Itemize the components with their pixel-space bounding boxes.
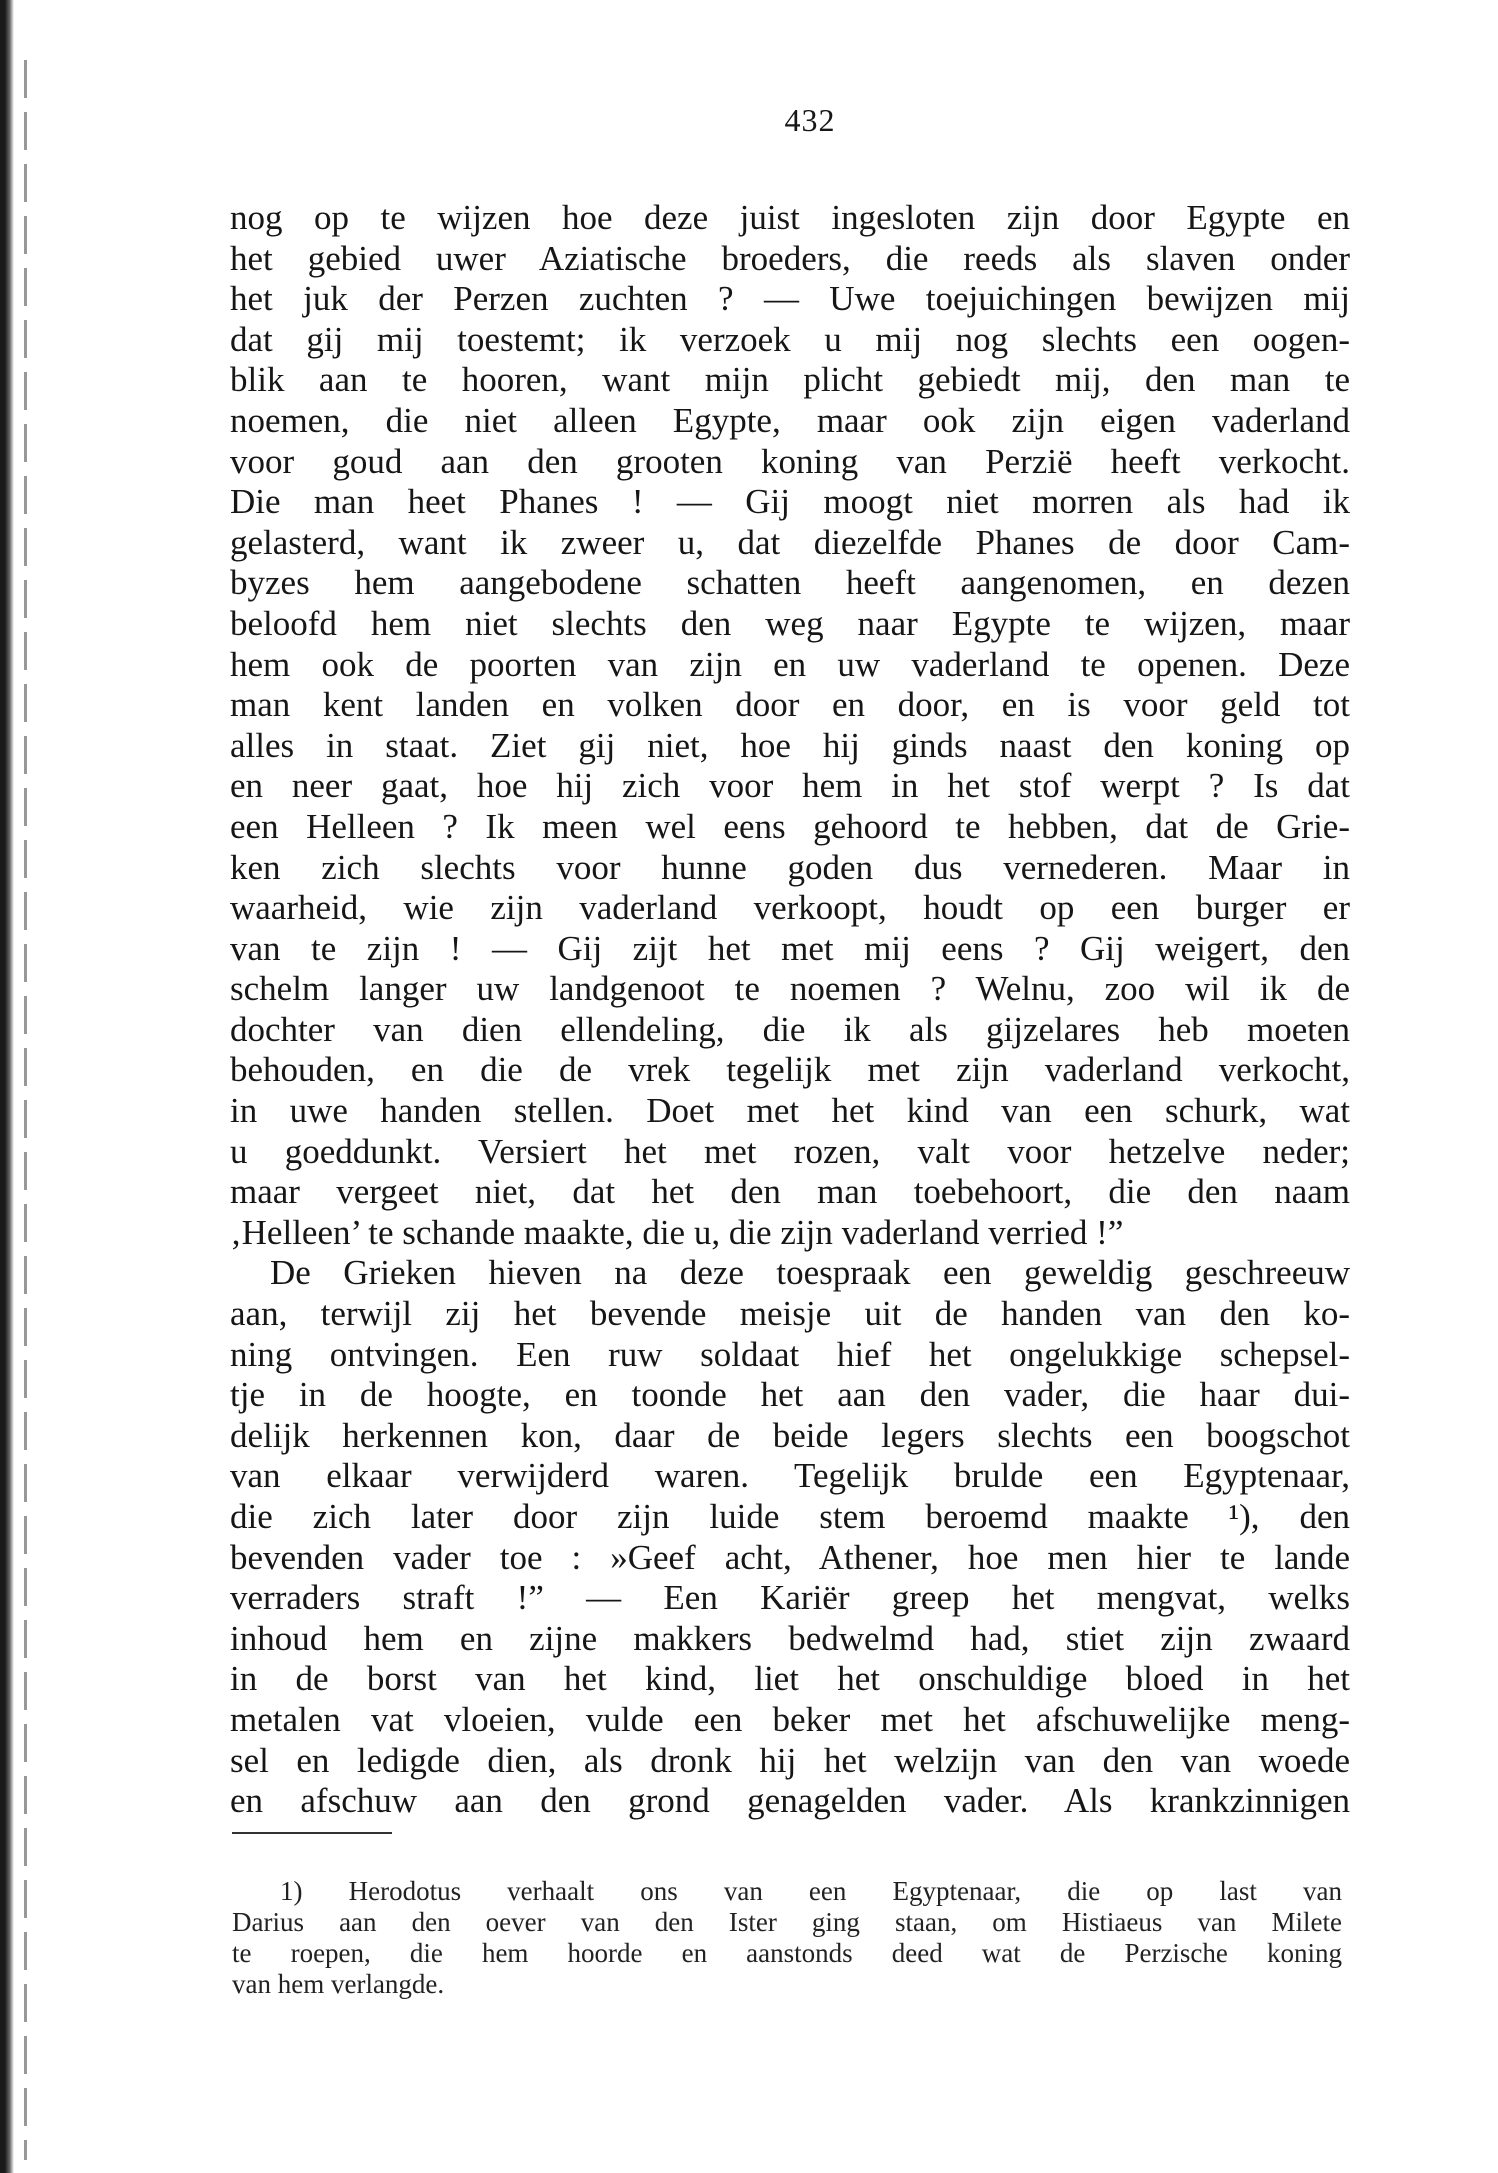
text-line: noemen, die niet alleen Egypte, maar ook zijn eigen vaderland — [230, 400, 1350, 440]
text-line: ken zich slechts voor hunne goden dus vernederen. Maar in — [230, 847, 1350, 887]
binding-edge-shadow — [24, 60, 27, 2160]
text-line: ning ontvingen. Een ruw soldaat hief het ongelukkige schepsel- — [230, 1334, 1350, 1374]
text-line: die zich later door zijn luide stem beroemd maakte ¹), den — [230, 1497, 1350, 1536]
text-line: ‚Helleen’ te schande maakte, die u, die zijn vaderland verried !” — [230, 1212, 1124, 1252]
binding-edge — [0, 0, 14, 2173]
text-line: het gebied uwer Aziatische broeders, die reeds als slaven onder — [230, 238, 1350, 278]
text-line: van elkaar verwijderd waren. Tegelijk brulde een Egyptenaar, — [230, 1456, 1350, 1496]
text-line: maar vergeet niet, dat het den man toebehoort, die den naam — [230, 1172, 1350, 1212]
text-line: Die man heet Phanes ! — Gij moogt niet morren als had ik — [230, 482, 1350, 522]
footnote-line: Darius aan den oever van den Ister ging staan, om Histiaeus van Milete — [232, 1907, 1342, 1937]
footnotes — [232, 1876, 1342, 2000]
text-line: bevenden vader toe : »Geef acht, Athener, hoe men hier te lande — [230, 1537, 1350, 1577]
text-line: sel en ledigde dien, als dronk hij het welzijn van den van woede — [230, 1740, 1350, 1780]
text-line: delijk herkennen kon, daar de beide legers slechts een boogschot — [230, 1415, 1350, 1455]
text-line: beloofd hem niet slechts den weg naar Egypte te wijzen, maar — [230, 603, 1350, 643]
text-line: blik aan te hooren, want mijn plicht gebiedt mij, den man te — [230, 360, 1350, 400]
text-line: en neer gaat, hoe hij zich voor hem in het stof werpt ? Is dat — [230, 766, 1350, 806]
text-line: alles in staat. Ziet gij niet, hoe hij ginds naast den koning op — [230, 725, 1350, 765]
footnote-line: 1) Herodotus verhaalt ons van een Egyptenaar, die op last van — [280, 1876, 1342, 1906]
footnote-line: van hem verlangde. — [232, 1969, 445, 1999]
text-line: behouden, en die de vrek tegelijk met zijn vaderland verkocht, — [230, 1050, 1350, 1090]
footnote-divider — [232, 1832, 392, 1834]
text-line: van te zijn ! — Gij zijt het met mij eens ? Gij weigert, den — [230, 928, 1350, 968]
text-line: dat gij mij toestemt; ik verzoek u mij nog slechts een oogen- — [230, 319, 1350, 359]
body-text — [230, 198, 1350, 1822]
text-line: het juk der Perzen zuchten ? — Uwe toejuichingen bewijzen mij — [230, 279, 1350, 319]
text-line: verraders straft !” — Een Kariër greep het mengvat, welks — [230, 1578, 1350, 1618]
text-line: metalen vat vloeien, vulde een beker met het afschuwelijke meng- — [230, 1699, 1350, 1739]
text-line: man kent landen en volken door en door, en is voor geld tot — [230, 685, 1350, 725]
text-line: hem ook de poorten van zijn en uw vaderland te openen. Deze — [230, 644, 1350, 684]
paragraph-start: De Grieken hieven na deze toespraak een geweldig geschreeuw — [270, 1253, 1350, 1293]
text-line: tje in de hoogte, en toonde het aan den vader, die haar dui- — [230, 1375, 1350, 1415]
text-line: u goeddunkt. Versiert het met rozen, valt voor hetzelve neder; — [230, 1131, 1350, 1171]
page-number: 432 — [784, 102, 836, 138]
text-line: voor goud aan den grooten koning van Perzië heeft verkocht. — [230, 441, 1350, 481]
text-line: in de borst van het kind, liet het onschuldige bloed in het — [230, 1659, 1350, 1699]
text-line: dochter van dien ellendeling, die ik als gijzelares heb moeten — [230, 1009, 1350, 1049]
text-line: schelm langer uw landgenoot te noemen ? Welnu, zoo wil ik de — [230, 969, 1350, 1009]
footnote-line: te roepen, die hem hoorde en aanstonds deed wat de Perzische koning — [232, 1938, 1342, 1968]
text-line: in uwe handen stellen. Doet met het kind van een schurk, wat — [230, 1091, 1350, 1131]
text-line: gelasterd, want ik zweer u, dat diezelfde Phanes de door Cam- — [230, 522, 1350, 562]
text-line: en afschuw aan den grond genagelden vader. Als krankzinnigen — [230, 1781, 1350, 1821]
text-line: een Helleen ? Ik meen wel eens gehoord te hebben, dat de Grie- — [230, 806, 1350, 846]
text-line: inhoud hem en zijne makkers bedwelmd had, stiet zijn zwaard — [230, 1618, 1350, 1658]
text-line: nog op te wijzen hoe deze juist ingesloten zijn door Egypte en — [230, 198, 1350, 237]
text-line: waarheid, wie zijn vaderland verkoopt, houdt op een burger er — [230, 888, 1350, 928]
text-line: aan, terwijl zij het bevende meisje uit de handen van den ko- — [230, 1294, 1350, 1334]
text-line: byzes hem aangebodene schatten heeft aangenomen, en dezen — [230, 563, 1350, 603]
